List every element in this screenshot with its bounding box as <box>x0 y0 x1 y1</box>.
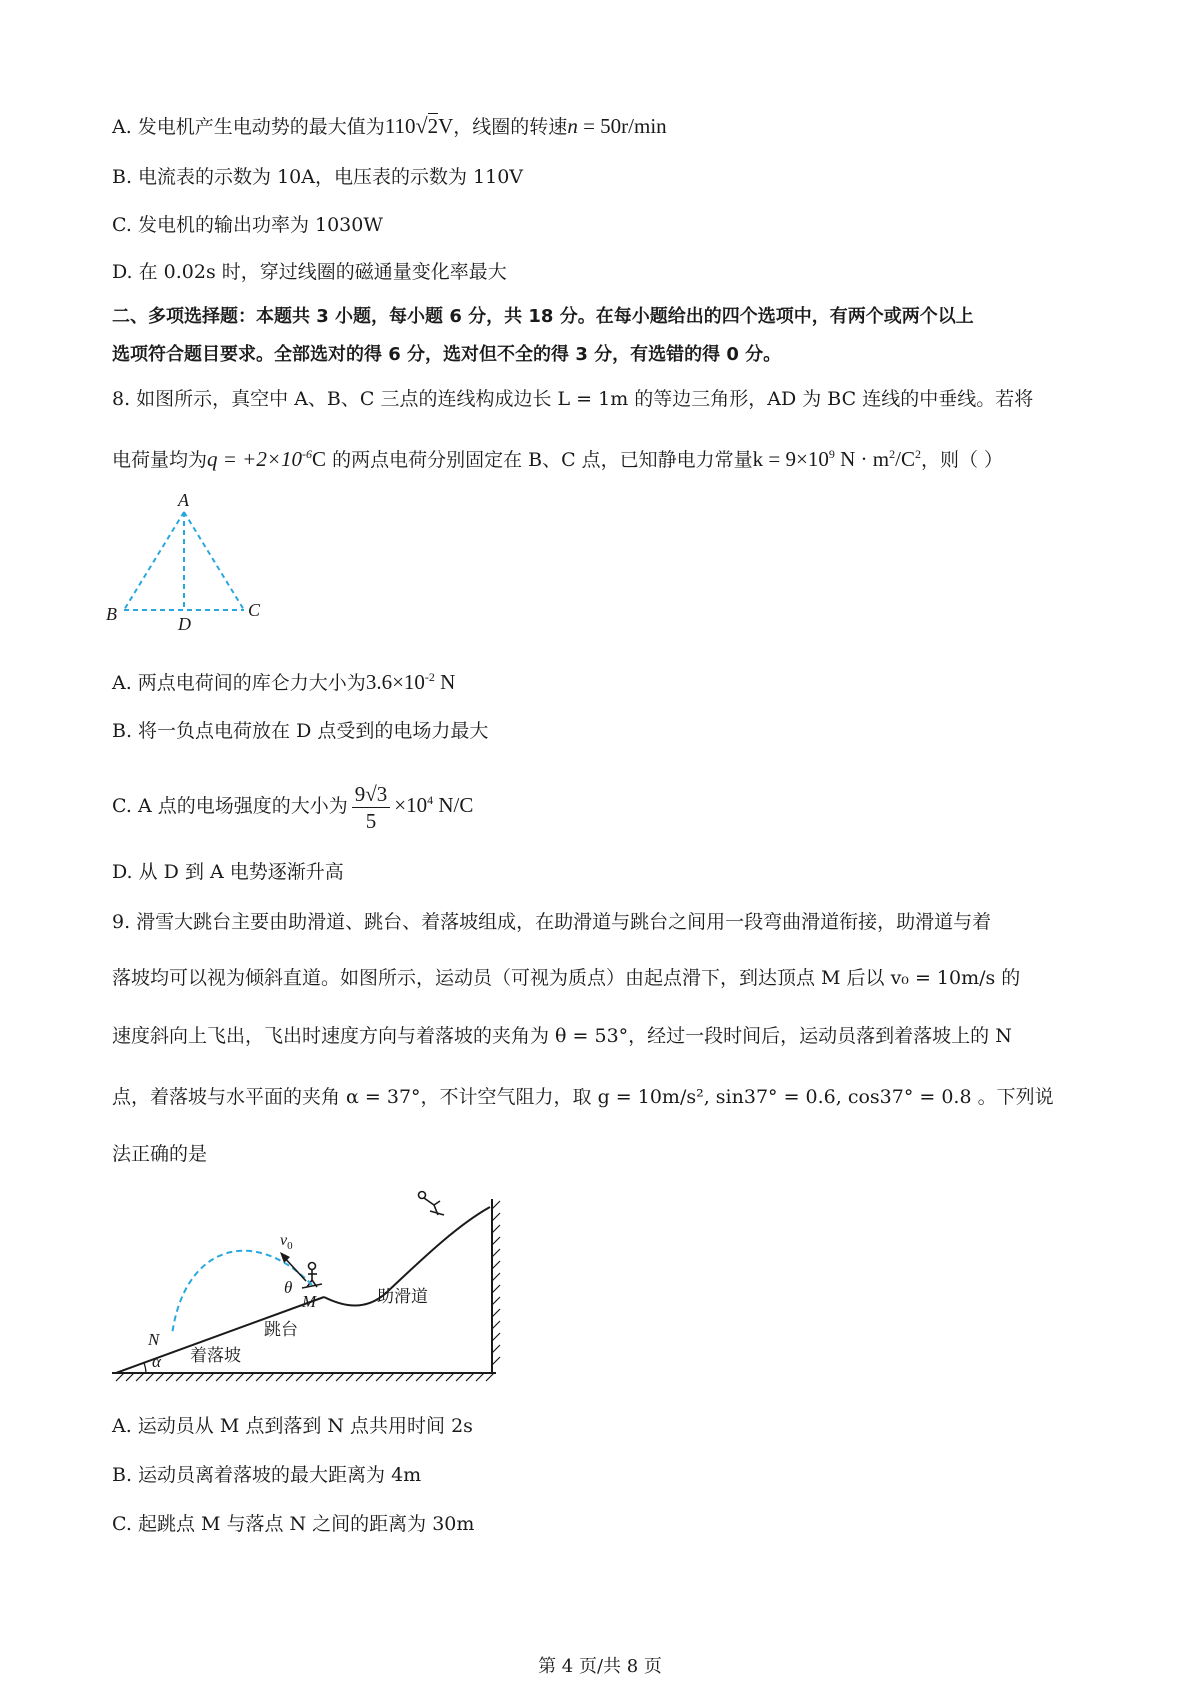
q9-stem-line1: 9. 滑雪大跳台主要由助滑道、跳台、着落坡组成，在助滑道与跳台之间用一段弯曲滑道衔接，助滑道与着 <box>112 911 992 933</box>
q8-option-a: A. 两点电荷间的库仑力大小为$3.6\times 10^{-2}$ N <box>112 670 456 694</box>
q7-option-a-value: 110√2V <box>384 113 454 138</box>
q9-stem-line5: 法正确的是 <box>112 1143 208 1165</box>
alpha-arc <box>144 1363 146 1373</box>
wall-hatching <box>492 1201 500 1365</box>
side-ab <box>124 512 184 610</box>
q9-stem-line2: 落坡均可以视为倾斜直道。如图所示，运动员（可视为质点）由起点滑下，到达顶点 M 后以 v₀ = 10m/s 的 <box>112 967 1021 989</box>
field-fraction: $\frac{9√3}{5}$ <box>352 781 391 834</box>
q8-option-d: D. 从 D 到 A 电势逐渐升高 <box>112 861 344 883</box>
coulomb-constant: $k = 9\times 10^9$ $N \cdot m^2/C^2$ <box>752 447 921 471</box>
q8-stem-line2: 电荷量均为$q = +2\times 10^{-6}C$ 的两点电荷分别固定在 B、C 点，已知静电力常量$k = 9\times 10^9$ $N \cdot m^2/C^2$，则（ ） <box>112 447 1003 471</box>
ski-jump-figure <box>104 1185 524 1385</box>
q8-option-b: B. 将一负点电荷放在 D 点受到的电场力最大 <box>112 720 489 742</box>
q7-option-a: A. 发电机产生电动势的最大值为110√2V，线圈的转速n = 50r/min <box>112 113 667 138</box>
section-2-heading-line1: 二、多项选择题：本题共 3 小题，每小题 6 分，共 18 分。在每小题给出的四个选项中，有两个或两个以上 <box>112 306 974 327</box>
q9-stem-line3: 速度斜向上飞出，飞出时速度方向与着落坡的夹角为 θ = 53°，经过一段时间后，运动员落到着落坡上的 N <box>112 1025 1012 1047</box>
skier-top-icon <box>419 1192 445 1216</box>
charge-formula: $q = +2\times 10^{-6}C$ <box>207 447 327 471</box>
section-2-heading-line2: 选项符合题目要求。全部选对的得 6 分，选对但不全的得 3 分，有选错的得 0 分。 <box>112 344 782 365</box>
q7-option-b: B. 电流表的示数为 10A，电压表的示数为 110V <box>112 166 524 188</box>
label-landing-slope: 着落坡 <box>190 1346 241 1366</box>
ground-hatching <box>116 1373 494 1381</box>
triangle-figure <box>104 490 274 630</box>
label-v0: $v_0$ <box>280 1232 293 1252</box>
label-n: N <box>148 1330 160 1349</box>
label-theta: θ <box>284 1278 293 1297</box>
q9-option-a: A. 运动员从 M 点到落到 N 点共用时间 2s <box>112 1415 473 1437</box>
label-b: B <box>106 604 117 624</box>
label-m: M <box>302 1292 317 1311</box>
page-footer: 第 4 页/共 8 页 <box>538 1656 662 1677</box>
q7-option-a-text: A. 发电机产生电动势的最大值为 <box>112 116 385 138</box>
q9-option-c: C. 起跳点 M 与落点 N 之间的距离为 30m <box>112 1513 475 1535</box>
q9-option-b: B. 运动员离着落坡的最大距离为 4m <box>112 1464 422 1486</box>
label-alpha: α <box>152 1352 161 1371</box>
q8-stem-line1: 8. 如图所示，真空中 A、B、C 三点的连线构成边长 L = 1m 的等边三角形，AD 为 BC 连线的中垂线。若将 <box>112 388 1034 410</box>
q8-option-c: C. A 点的电场强度的大小为 $\frac{9√3}{5}$ $\times 10^4$ N/C <box>112 781 474 833</box>
label-inrun-ramp: 助滑道 <box>377 1287 428 1307</box>
q9-stem-line4: 点，着落坡与水平面的夹角 α = 37°，不计空气阻力，取 g = 10m/s², sin37° = 0.6, cos37° = 0.8 。下列说 <box>112 1086 1054 1108</box>
q7-option-d: D. 在 0.02s 时，穿过线圈的磁通量变化率最大 <box>112 261 507 283</box>
q7-option-c: C. 发电机的输出功率为 1030W <box>112 214 383 236</box>
label-a: A <box>178 490 189 510</box>
label-d: D <box>178 614 191 630</box>
coulomb-force-value: $3.6\times 10^{-2}$ N <box>365 670 456 694</box>
label-platform: 跳台 <box>264 1320 298 1340</box>
field-unit: $\times 10^4$ N/C <box>394 793 474 817</box>
label-c: C <box>248 600 261 620</box>
side-ac <box>184 512 244 610</box>
